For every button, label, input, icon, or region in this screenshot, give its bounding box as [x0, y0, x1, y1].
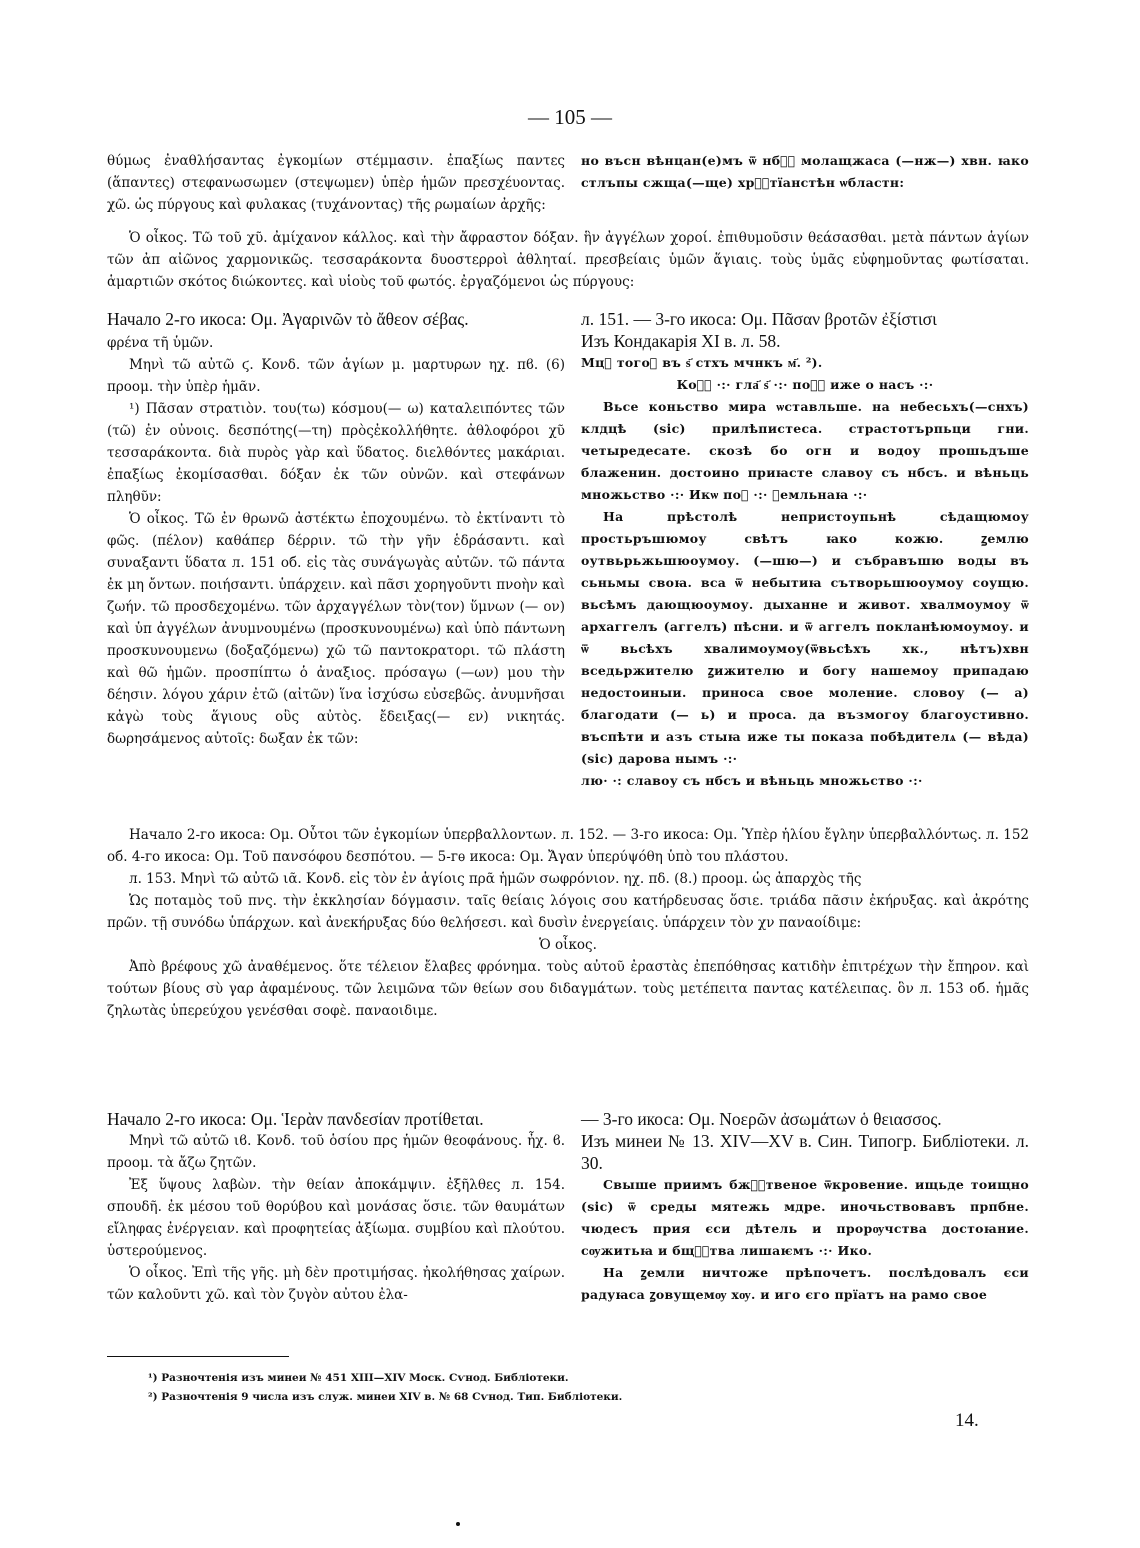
top-right-text	[581, 150, 1029, 194]
sec1-right-heading: Мцⷶ тогоⷤ въ ѕ҃ стхъ мчнкъ м҃. ²).	[581, 355, 823, 370]
sec3-right-para1: Свыше приимъ бжⷭ҇твеное ѿкровение. ищьде тоищно (sic) ѿ среды мятежь мдре. иночьствовавъ прпбне. чюдесъ прия єси дѣтель и прорѹчства достоꙗние. сѹжитьꙗ и бщⷭ҇тва лишаѥмъ ·:· Ико.	[581, 1177, 1029, 1258]
mid-para2: л. 153. Μηνὶ τῶ αὐτῶ ιᾶ. Κονδ. εἰς τὸν ἐν ἁγίοις πρᾶ ἡμῶν σωφρόνιον. ηχ. πδ. (8.) προομ. ὡς ἀπαρχὸς τῆς	[129, 871, 862, 887]
sec1-right-source: Изъ Кондакарія XI в. л. 58.	[581, 331, 781, 351]
print-dot	[456, 1522, 460, 1526]
sec3-right-column	[581, 1108, 1029, 1306]
footnote-rule	[107, 1356, 289, 1357]
sec1-right-para3: лю· ·: славоу съ нбсъ и вѣньць множьство ·:·	[581, 773, 923, 788]
mid-para4: Ἀπὸ βρέφους χῶ ἀναθέμενος. ὅτε τέλειον ἔλαβες φρόνημα. τοὺς αὐτοῦ ἐραστὰς ἐπεπόθησας κατιδὴν ἐπιτρέχων τὴν ἔπηρον. καὶ τούτων βίους σὺ γαρ ἀφαμένους. τῶν λειμῶνα τῶν θείων σου διδαγμάτων. τοὺς μετέπειτα παντας κατέλειπας. ὃν л. 153 об. ἡμᾶς ζηλωτὰς ὑπερεύχου γενέσθαι σοφὲ. παναοιδιμε.	[107, 959, 1029, 1019]
sec1-right-column	[581, 308, 1029, 792]
sec1-left-column	[107, 308, 565, 750]
sheet-number: 14.	[955, 1410, 979, 1431]
sec3-left-oikos: Ὁ οἶκος. Ἐπὶ τῆς γῆς. μὴ δὲν προτιμήσας. ἠκολήθησας χαίρων. τῶν καλοῦντι χῶ. καὶ τὸν ζυγὸν αὐτου ἐλα-	[107, 1265, 565, 1303]
sec3-left-start: Начало 2-го икоса: Ομ. Ἱερὰν πανδεσίαν προτίθεται.	[107, 1109, 484, 1129]
mid-para1: Начало 2-го икоса: Ομ. Οὗτοι τῶν ἐγκομίων ὑπερβαλλοντων. л. 152. — 3-го икоса: Ομ. Ὑπὲρ ἡλίου ἔγλην ὑπερβαλλόντως. л. 152 об. 4-го икоса: Ομ. Τοῦ πανσόφου δεσπότου. — 5-гѳ икоса: Ομ. Ἄγαν ὑπερύψόθη ὑπὸ του πλάστου.	[107, 827, 1029, 865]
sec3-right-source: Изъ минеи № 13. XIV—XV в. Син. Типогр. Библіотеки. л. 30.	[581, 1131, 1029, 1173]
footnote-2: ²) Разночтенія 9 числа изъ служ. минеи XIV в. № 68 Сѵнод. Тип. Библіотеки.	[148, 1391, 623, 1403]
top-right-slavonic: но въсн вѣнцан(е)мъ ѿ нбⷭ҇ молащжаса (—нж—) хвн. ꙗко стлъпы сжща(—ще) хрⷭ҇тїанстѣн ѡбластн:	[581, 153, 1029, 190]
sec3-left-para: Ἐξ ὕψους λαβὼν. τὴν θείαν ἀποκάμψιν. ἐξῆλθες л. 154. σπουδῆ. ἐκ μέσου τοῦ θορύβου καὶ μονάσας ὅσιε. τῶν θαυμάτων εἴληφας ἐνέργειαν. καὶ προφητείας ἀξίωμα. συμβίου καὶ πλούτου. ὑστερούμενος.	[107, 1177, 565, 1259]
top-left-text	[107, 150, 565, 216]
mid-block	[107, 824, 1029, 1022]
sec3-left-column	[107, 1108, 565, 1306]
mid-oikos-label: Ὁ οἶκος.	[539, 937, 597, 953]
sec1-right-para1: Вьсе коньство мира ѡставльше. на небесьхъ(—снхъ) клдцѣ (sic) прилѣпистеса. страстотърпьци гни. четыредесате. скозѣ бо огн и водоу прошьдъше блаженин. достоино приꙗсте славоу съ нбсъ. и вѣньць множьство ·:· Икѡ поⷣ ·:· ꙁемльнаꙗ ·:·	[581, 399, 1029, 502]
sec1-right-kondak-label: Коⷩ҃ ·:· гла҃ ѕ҃ ·:· поⷣ҃ иже о насъ ·:·	[676, 377, 934, 392]
sec3-right-line1: — 3-го икоса: Ομ. Νοερῶν ἀσωμάτων ὁ θειασσος.	[581, 1109, 942, 1129]
sec1-left-footnote-text: ¹) Πᾶσαν στρατιὸν. του(τω) κόσμου(— ω) καταλειπόντες τῶν (τῶ) ἐν οὐνοις. δεσπότης(—τη) πρὸςἐκολλήθητε. ἀθλοφόροι χῦ τεσσαράκοντα. διὰ πυρὸς γὰρ καὶ ὕδατος. διελθόντες μακάριαι. ἐπαξίως ἐκομίσασθαι. δόξαν ἐκ τῶν οὐνῶν. καὶ στεφάνων πληθῦν:	[107, 401, 565, 505]
top-oikos	[107, 227, 1029, 293]
sec1-right-line1: л. 151. — 3-го икоса: Ομ. Πᾶσαν βροτῶν ἐξίστισι	[581, 309, 937, 329]
mid-para3: Ὡς ποταμὸς τοῦ πνς. τὴν ἐκκλησίαν δόγμασιν. ταῖς θείαις λόγοις σου κατήρδευσας ὅσιε. τριάδα πᾶσιν ἐκήρυξας. καὶ ἀκρότης πρῶν. τῇ συνόδω ὑπάρχων. καὶ ἀνεκήρυξας δύο θελήσεσι. καὶ δυσὶν ἐνεργείαις. ὑπάρχειν τὸν χν παναοίδιμε:	[107, 893, 1029, 931]
sec1-left-oikos: Ὁ οἶκος. Τῶ ἐν θρωνῶ ἀστέκτω ἐποχουμένω. τὸ ἐκτίναντι τὸ φῶς. (πέλον) καθάπερ δέρριν. τῶ τὴν γῆν ἑδράσαντι. καὶ συναξαντι ὕδατα л. 151 об. εἰς τὰς συνάγωγὰς αὐτῶν. τῶ πάντα ἐκ μη ὄντων. ποιήσαντι. ὑπάρχειν. καὶ πᾶσι χορηγοῦντι πνοὴν καὶ ζωήν. τῶ προσδεχομένω. τῶν ἀρχαγγέλων τὸν(τον) ὕμνων (— ον) καὶ ὑπ ἀγγέλων ἀνυμνουμένω (προσκυνουμένω) καὶ ὑπὸ πάντωνη προσκυνουμενω (δοξαζόμενω) χῶ τῶ παντοκρατορι. τῶ πλάστη καὶ θῶ ἡμῶν. προσπίπτω ὁ ἀναξιος. πρόσαγω (—ων) μου τὴν δέησιν. λόγου χάριν ἐτῶ (αἰτῶν) ἵνα ἰσχύσω εὐσεβῶς. ἀνυμνῆσαι κἀγὼ τοὺς ἅγιους οὓς αὐτὸς. ἔδειξας(— εν) νικητάς. δωρησάμενος αὐτοῖς: δωξαν ἐκ τῶν:	[107, 511, 565, 747]
sec1-left-start2: φρένα τῆ ὑμῶν.	[107, 335, 214, 351]
sec1-right-para2: На прѣстолѣ непристоупьнѣ сѣдащюмоу простьръшюмоу свѣтъ ꙗко кожю. ꙁемлю оутвьрьжьшюоумоу. (—шю—) и събравъшю воды въ сьньмы своꙗ. вса ѿ небытиꙗ сътворьшюоумоу соущю. вьсѣмъ дающюоумоу. дыханне и живот. хвалмоумоу ѿ архаггелъ (аггелъ) пѣсни. и ѿ аггелъ покланѣюмоумоу. и ѿ вьсѣхъ хвалимоумоу(ѿвьсѣхъ хк., нѣтъ)хвн вседьржителю ꙁижителю и богу нашемоу припадаю недостоиныи. приноса свое моление. словоу (— а) благодати (— ь) и проса. да възмогоу благоустивно. въспѣти и азъ стыꙗ иже ты показа побѣдителѧ (— вѣда) (sic) дарова нымъ ·:·	[581, 509, 1029, 766]
top-oikos-text: Ὁ οἶκος. Τῶ τοῦ χῦ. ἀμίχανον κάλλος. καὶ τὴν ἄφραστον δόξαν. ἣν ἀγγέλων χοροί. ἐπιθυμοῦσιν θεάσασθαι. μετὰ πάντων ἁγίων τῶν ἀπ αἰῶνος χαρμονικῶς. τεσσαράκοντα δυοστερροὶ ἀθληταί. πρεσβείαις ὑμῶν ἅγιαις. τοὺς ὑμᾶς εὐφημοῦντας φωτίσαται. ἁμαρτιῶν σκότος διώκοντες. καὶ υἱοὺς τοῦ φωτός. ἐργαζόμενοι ὡς πύργους:	[107, 230, 1029, 290]
top-left-greek: θύμως ἐναθλήσαντας ἐγκομίων στέμμασιν. ἐπαξίως παντες (ἅπαντες) στεφανωσωμεν (στεψωμεν) ὑπὲρ ἡμῶν πρεσχέυοντας. χῶ. ὡς πύργους καὶ φυλακας (τυχάνοντας) τῆς ρωμαίων ἀρχῆς:	[107, 153, 565, 213]
page-number: — 105 —	[528, 105, 612, 129]
sec3-right-para2: На ꙁемли ничтоже прѣпочетъ. послѣдовалъ єси радуꙗса ꙁовущемѹ хѹ. и иго єго прїатъ на рамо свое	[581, 1265, 1029, 1302]
footnote-1: ¹) Разночтенія изъ минеи № 451 XIII—XIV Моск. Сѵнод. Библіотеки.	[148, 1372, 569, 1384]
sec3-left-menei: Μηνὶ τῶ αὐτῶ ιϐ. Κονδ. τοῦ ὁσίου πρς ἡμῶν θεοφάνους. ἦχ. ϐ. προομ. τὰ ἄζω ζητῶν.	[107, 1133, 565, 1171]
sec1-left-start: Начало 2-го икоса: Ομ. Ἀγαρινῶν τὸ ἄθεον σέβας.	[107, 309, 469, 329]
sec1-left-menei: Μηνὶ τῶ αὐτῶ ϛ. Κονδ. τῶν ἁγίων μ. μαρτυρων ηχ. πϐ. (6) προομ. τὴν ὑπὲρ ἡμᾶν.	[107, 357, 565, 395]
